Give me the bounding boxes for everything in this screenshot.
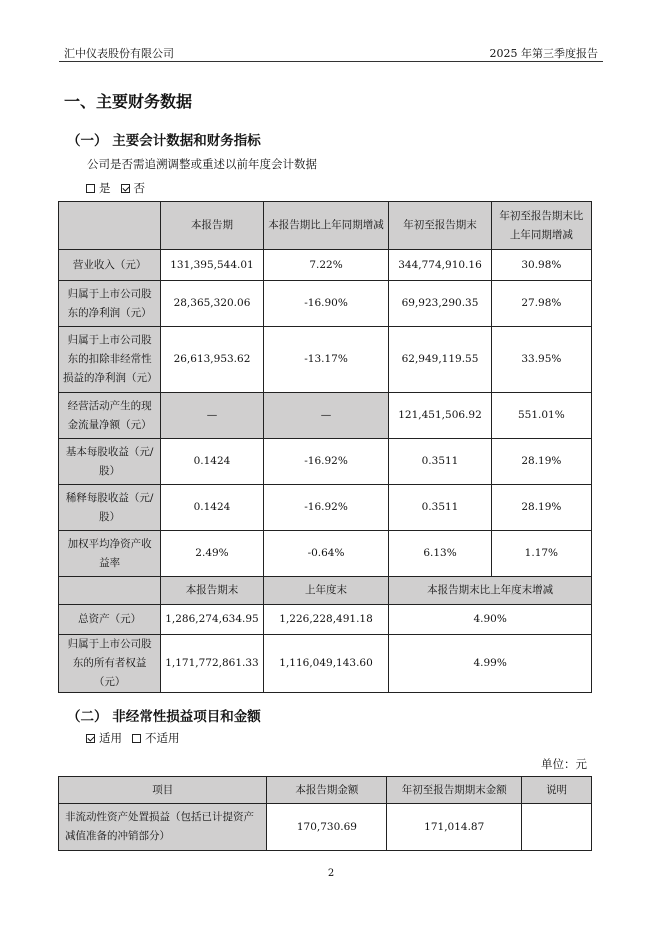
cell-value: 0.1424: [161, 439, 264, 485]
checkbox-no[interactable]: [121, 184, 130, 193]
row-label: 归属于上市公司股东的所有者权益（元）: [59, 635, 161, 693]
column-header: 项目: [59, 777, 267, 804]
row-label: 营业收入（元）: [59, 250, 161, 281]
cell-value: 69,923,290.35: [389, 281, 491, 327]
table-row: [59, 485, 592, 531]
option-not-applicable-label: 不适用: [145, 731, 180, 745]
column-header: 本报告期比上年同期增减: [263, 202, 389, 250]
non-recurring-items-table: [58, 776, 592, 851]
column-header: 上年度末: [263, 577, 389, 605]
row-label: 归属于上市公司股东的净利润（元）: [59, 281, 161, 327]
cell-value: 30.98%: [491, 250, 591, 281]
cell-value: 2.49%: [161, 531, 264, 577]
cell-value: -16.90%: [263, 281, 389, 327]
cell-value: —: [263, 393, 389, 439]
cell-value: 551.01%: [491, 393, 591, 439]
subsection-title-2: （二） 非经常性损益项目和金额: [67, 709, 261, 725]
cell-value: 170,730.69: [267, 804, 387, 851]
checkbox-not-applicable[interactable]: [132, 734, 141, 743]
row-label: 总资产（元）: [59, 605, 161, 635]
cell-value: 28.19%: [491, 439, 591, 485]
cell-value: 26,613,953.62: [161, 327, 264, 393]
section-title: 一、主要财务数据: [64, 92, 193, 111]
row-label: 基本每股收益（元/股）: [59, 439, 161, 485]
cell-value: 28.19%: [491, 485, 591, 531]
cell-value: 131,395,544.01: [161, 250, 264, 281]
table-row: [59, 250, 592, 281]
column-header: 年初至报告期末比上年同期增减: [491, 202, 591, 250]
table-row: [59, 605, 592, 635]
cell-value: 1,171,772,861.33: [161, 635, 264, 693]
subsection-title-1: （一） 主要会计数据和财务指标: [67, 133, 261, 149]
financial-indicators-table: [58, 201, 592, 693]
header-report-title: 2025 年第三季度报告: [489, 47, 598, 60]
retro-options: [86, 180, 145, 196]
unit-label: 单位：元: [541, 757, 587, 771]
cell-value: 27.98%: [491, 281, 591, 327]
cell-value: -0.64%: [263, 531, 389, 577]
option-applicable-label: 适用: [99, 731, 122, 745]
cell-value: 4.90%: [389, 605, 592, 635]
cell-value: 33.95%: [491, 327, 591, 393]
header-corner: [59, 202, 161, 250]
cell-value: 1,286,274,634.95: [161, 605, 264, 635]
applicable-options: [86, 730, 180, 746]
cell-value: 121,451,506.92: [389, 393, 491, 439]
row-label: 稀释每股收益（元/股）: [59, 485, 161, 531]
cell-value: -16.92%: [263, 485, 389, 531]
retro-question: 公司是否需追溯调整或重述以前年度会计数据: [87, 157, 317, 171]
column-header: 本报告期金额: [267, 777, 387, 804]
cell-value: 344,774,910.16: [389, 250, 491, 281]
table-row: [59, 804, 592, 851]
table-row: [59, 281, 592, 327]
table-row: [59, 439, 592, 485]
column-header: 年初至报告期末: [389, 202, 491, 250]
row-label: 非流动性资产处置损益（包括已计提资产减值准备的冲销部分）: [59, 804, 267, 851]
row-label: 归属于上市公司股东的扣除非经常性损益的净利润（元）: [59, 327, 161, 393]
cell-value: 1,226,228,491.18: [263, 605, 389, 635]
cell-value: -13.17%: [263, 327, 389, 393]
cell-value: 0.3511: [389, 485, 491, 531]
cell-value: 6.13%: [389, 531, 491, 577]
column-header: 本报告期: [161, 202, 264, 250]
cell-value: 0.1424: [161, 485, 264, 531]
header-corner: [59, 577, 161, 605]
cell-value: —: [161, 393, 264, 439]
checkbox-yes[interactable]: [86, 184, 95, 193]
cell-value: 62,949,119.55: [389, 327, 491, 393]
column-header: 说明: [522, 777, 592, 804]
cell-value: 171,014.87: [387, 804, 522, 851]
table-row: [59, 531, 592, 577]
page-number: 2: [327, 868, 335, 879]
table-row: [59, 635, 592, 693]
cell-value: 7.22%: [263, 250, 389, 281]
cell-value: 0.3511: [389, 439, 491, 485]
cell-value: [522, 804, 592, 851]
cell-value: 1.17%: [491, 531, 591, 577]
column-header: 年初至报告期期末金额: [387, 777, 522, 804]
cell-value: -16.92%: [263, 439, 389, 485]
table-row: [59, 393, 592, 439]
column-header: 本报告期末比上年度末增减: [389, 577, 592, 605]
table-row: [59, 327, 592, 393]
row-label: 加权平均净资产收益率: [59, 531, 161, 577]
cell-value: 1,116,049,143.60: [263, 635, 389, 693]
column-header: 本报告期末: [161, 577, 264, 605]
cell-value: 4.99%: [389, 635, 592, 693]
header-divider: [59, 61, 603, 62]
row-label: 经营活动产生的现金流量净额（元）: [59, 393, 161, 439]
header-company: 汇中仪表股份有限公司: [64, 47, 174, 60]
cell-value: 28,365,320.06: [161, 281, 264, 327]
option-yes-label: 是: [99, 181, 111, 195]
checkbox-applicable[interactable]: [86, 734, 95, 743]
option-no-label: 否: [133, 181, 145, 195]
